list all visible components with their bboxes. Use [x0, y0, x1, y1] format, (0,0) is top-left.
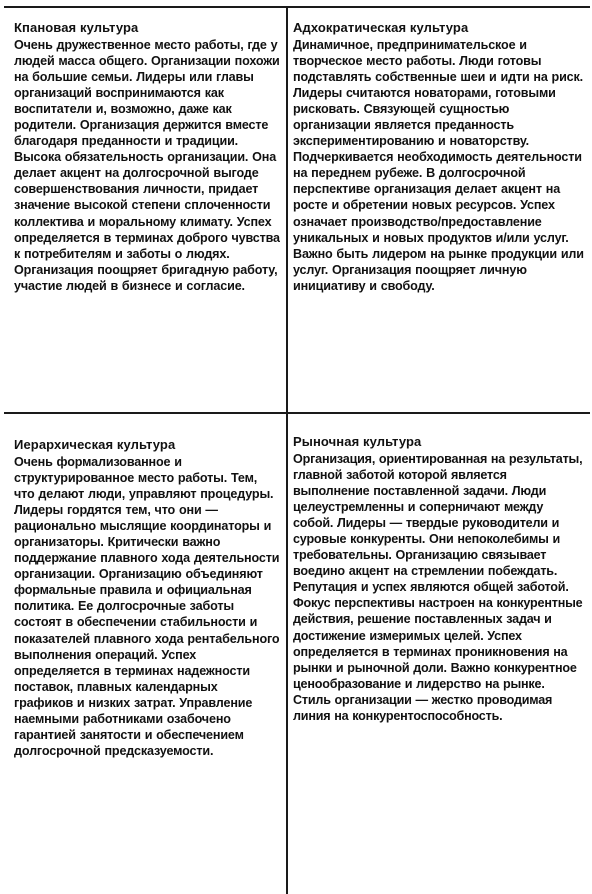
table-top-border	[4, 6, 590, 8]
hierarchy-culture-cell	[14, 437, 280, 759]
adhocracy-culture-text: Динамичное, предпринимательское и творческое место работы. Люди готовы подставлять собственные шеи и идти на риск. Лидеры считаются новаторами, готовыми рисковать. Связующей сущностью организации является преданность экспериментированию и новаторству. Подчеркивается необходимость деятельности на переднем рубеже. В долгосрочной перспективе организация делает акцент на росте и обретении новых ресурсов. Успех означает производство/предоставление уникальных и новых продуктов и/или услуг. Важно быть лидером на рынке продукции или услуг. Организация поощряет личную инициативу и свободу.	[293, 38, 584, 293]
table-middle-divider	[4, 412, 590, 414]
market-culture-title: Рыночная культура	[293, 434, 422, 449]
market-culture-cell	[293, 434, 585, 724]
table-column-divider	[286, 6, 288, 894]
clan-culture-title: Кпановая культура	[14, 20, 139, 35]
hierarchy-culture-title: Иерархическая культура	[14, 437, 176, 452]
clan-culture-cell	[14, 20, 280, 294]
clan-culture-text: Очень дружественное место работы, где у людей масса общего. Организации похожи на большие семьи. Лидеры или главы организаций воспринимаются как воспитатели и, возможно, даже как родители. Организация держится вместе благодаря преданности и традиции. Высока обязательность организации. Она делает акцент на долгосрочной выгоде совершенствования личности, придает значение высокой степени сплоченности коллектива и моральному климату. Успех определяется в терминах доброго чувства к потребителям и заботы о людях. Организация поощряет бригадную работу, участие людей в бизнесе и согласие.	[14, 38, 280, 293]
adhocracy-culture-cell	[293, 20, 585, 294]
market-culture-text: Организация, ориентированная на результаты, главной заботой которой является выполнение поставленной задачи. Люди целеустремленны и соперничают между собой. Лидеры — твердые руководители и суровые конкуренты. Они непоколебимы и требовательны. Организацию связывает воедино акцент на стремлении побеждать. Репутация и успех являются общей заботой. Фокус перспективы настроен на конкурентные действия, решение поставленных задач и достижение измеримых целей. Успех определяется в терминах проникновения на рынки и рыночной доли. Важно конкурентное ценообразование и лидерство на рынке. Стиль организации — жестко проводимая линия на конкурентоспособность.	[293, 452, 583, 723]
hierarchy-culture-text: Очень формализованное и структурированное место работы. Тем, что делают люди, управляют процедуры. Лидеры гордятся тем, что они — рационально мыслящие координаторы и организаторы. Критически важно поддержание плавного хода деятельности организации. Организацию объединяют формальные правила и официальная политика. Ее долгосрочные заботы состоят в обеспечении стабильности и показателей плавного хода рентабельного выполнения операций. Успех определяется в терминах надежности поставок, плавных календарных графиков и низких затрат. Управление наемными работниками озабочено гарантией занятости и обеспечением долгосрочной предсказуемости.	[14, 455, 280, 758]
adhocracy-culture-title: Адхократическая культура	[293, 20, 469, 35]
